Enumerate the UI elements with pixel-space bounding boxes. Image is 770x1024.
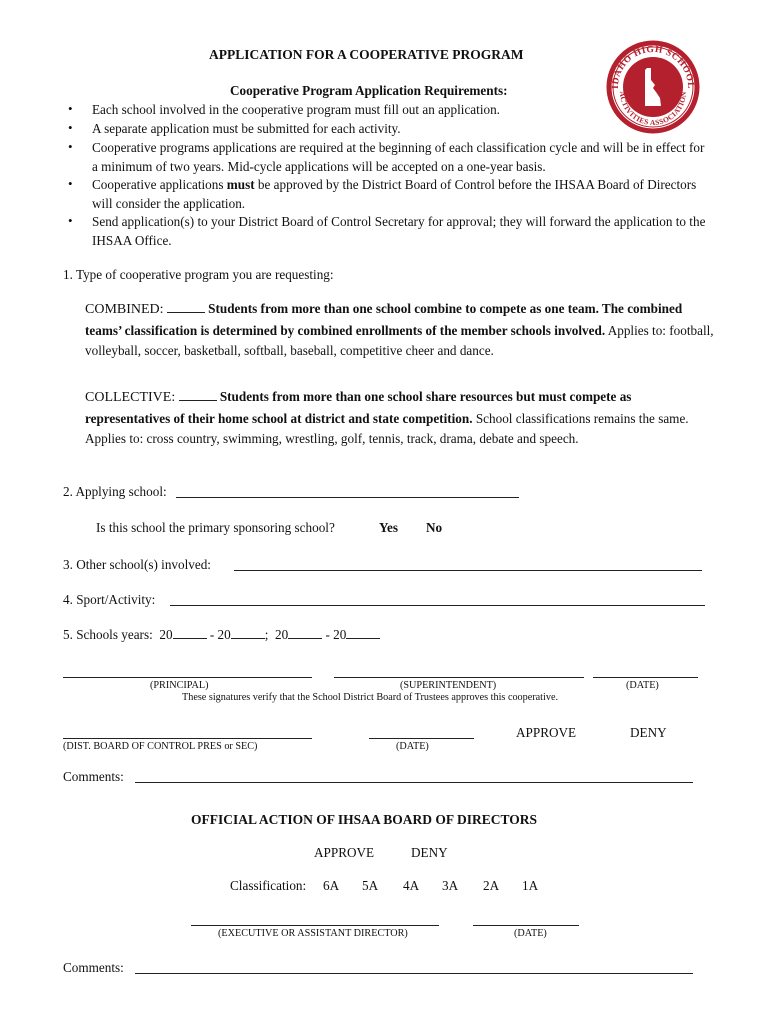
bullet-icon: •	[68, 213, 73, 228]
board-date-caption: (DATE)	[396, 741, 429, 752]
year-dash: - 20	[325, 627, 347, 642]
director-signature-line[interactable]	[191, 925, 439, 926]
combined-blank[interactable]	[167, 312, 205, 313]
principal-caption: (PRINCIPAL)	[150, 680, 209, 691]
signature-note: These signatures verify that the School District Board of Trustees approves this cooperative.	[182, 692, 559, 703]
sport-activity-field[interactable]	[170, 605, 705, 606]
official-comments-field[interactable]	[135, 973, 693, 974]
class-option[interactable]: 2A	[483, 878, 500, 893]
year-end-2-field[interactable]	[346, 638, 380, 639]
year-separator: ;	[264, 627, 269, 642]
official-date-caption: (DATE)	[514, 928, 547, 939]
year-prefix: 20	[159, 627, 173, 642]
official-deny-option[interactable]: DENY	[411, 845, 448, 860]
svg-text:ACTIVITIES ASSOCIATION: ACTIVITIES ASSOCIATION	[617, 91, 689, 128]
requirement-item: A separate application must be submitted for each activity.	[92, 121, 401, 136]
board-date-line[interactable]	[369, 738, 474, 739]
q4-label: 4. Sport/Activity:	[63, 592, 156, 607]
director-caption: (EXECUTIVE OR ASSISTANT DIRECTOR)	[218, 928, 408, 939]
classification-label: Classification:	[230, 878, 307, 893]
date-signature-line[interactable]	[593, 677, 698, 678]
bullet-icon: •	[68, 139, 73, 154]
class-option[interactable]: 5A	[362, 878, 379, 893]
official-action-title: OFFICIAL ACTION OF IHSAA BOARD OF DIRECTORS	[191, 812, 538, 827]
requirement-item: Cooperative applications must be approved by the District Board of Control before the IHSAA Board of Directors will consider the application.	[92, 177, 697, 211]
year-dash: - 20	[209, 627, 231, 642]
no-option[interactable]: No	[426, 520, 443, 535]
official-date-line[interactable]	[473, 925, 579, 926]
combined-label: COMBINED:	[85, 302, 164, 317]
year-prefix: 20	[274, 627, 289, 642]
yes-option[interactable]: Yes	[379, 520, 399, 535]
collective-option	[85, 387, 715, 450]
comments-label: Comments:	[63, 769, 124, 784]
page-title: APPLICATION FOR A COOPERATIVE PROGRAM	[209, 47, 524, 62]
superintendent-caption: (SUPERINTENDENT)	[400, 680, 497, 691]
principal-signature-line[interactable]	[63, 677, 312, 678]
year-end-1-field[interactable]	[231, 638, 265, 639]
requirements-heading: Cooperative Program Application Requirements:	[230, 83, 508, 98]
class-option[interactable]: 4A	[403, 878, 420, 893]
collective-description: Students from more than one school share resources but must compete as representatives of their home school at district and state competition.	[85, 389, 632, 426]
collective-label: COLLECTIVE:	[85, 390, 176, 405]
primary-sponsor-question: Is this school the primary sponsoring school?	[96, 520, 335, 535]
applying-school-field[interactable]	[176, 497, 519, 498]
official-approve-option[interactable]: APPROVE	[314, 845, 375, 860]
svg-text:IDAHO HIGH SCHOOL: IDAHO HIGH SCHOOL	[610, 44, 696, 90]
board-signature-line[interactable]	[63, 738, 312, 739]
board-deny-option[interactable]: DENY	[630, 725, 667, 740]
comments-field[interactable]	[135, 782, 693, 783]
combined-option	[85, 299, 715, 362]
class-option[interactable]: 1A	[522, 878, 539, 893]
year-start-2-field[interactable]	[288, 638, 322, 639]
requirement-item: Cooperative programs applications are required at the beginning of each classification cycle and will be in effect for a minimum of two years. Mid-cycle applications will be accepted on a one-year basis.	[92, 140, 705, 174]
requirement-item: Send application(s) to your District Board of Control Secretary for approval; they will forward the application to the IHSAA Office.	[92, 214, 706, 248]
q5-row	[63, 627, 380, 643]
bullet-icon: •	[68, 120, 73, 135]
q5-label: 5. Schools years:	[63, 627, 153, 642]
q2-label: 2. Applying school:	[63, 484, 167, 499]
class-option[interactable]: 6A	[323, 878, 340, 893]
date-caption: (DATE)	[626, 680, 659, 691]
official-comments-label: Comments:	[63, 960, 124, 975]
superintendent-signature-line[interactable]	[334, 677, 584, 678]
q3-label: 3. Other school(s) involved:	[63, 557, 211, 572]
collective-blank[interactable]	[179, 400, 217, 401]
q1-label: 1. Type of cooperative program you are requesting:	[63, 267, 334, 282]
board-approve-option[interactable]: APPROVE	[516, 725, 577, 740]
class-option[interactable]: 3A	[442, 878, 459, 893]
collective-applies: School classifications remains the same. Applies to: cross country, swimming, wrestling, golf, tennis, track, drama, debate and speech.	[85, 410, 689, 446]
combined-applies: Applies to: football, volleyball, soccer, basketball, softball, baseball, competitive cheer and dance.	[85, 322, 714, 358]
other-schools-field[interactable]	[234, 570, 702, 571]
year-start-1-field[interactable]	[173, 638, 207, 639]
combined-description: Students from more than one school combine to compete as one team. The combined teams’ classification is determined by combined enrollments of the member schools involved.	[85, 301, 683, 338]
requirement-item: Each school involved in the cooperative program must fill out an application.	[92, 102, 500, 117]
bullet-icon: •	[68, 176, 73, 191]
board-caption: (DIST. BOARD OF CONTROL PRES or SEC)	[63, 741, 258, 752]
bullet-icon: •	[68, 101, 73, 116]
